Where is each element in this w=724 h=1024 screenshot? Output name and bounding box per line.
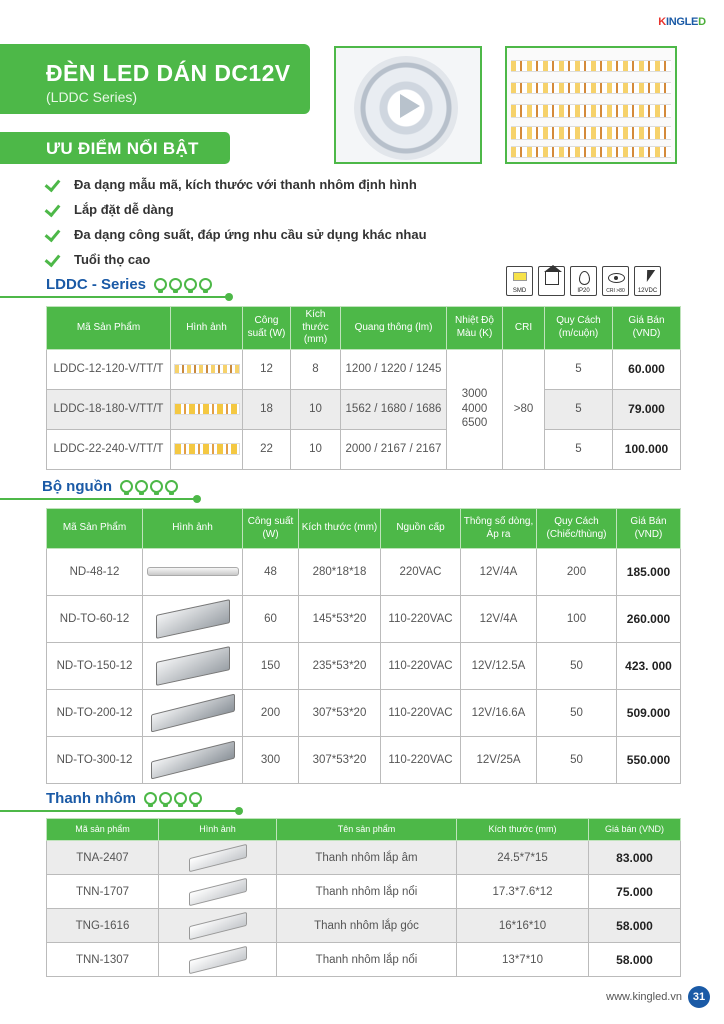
- led-reel-photo: [334, 46, 482, 164]
- aluminium-profile-thumbnail: [189, 911, 247, 939]
- bulb-icon: [199, 278, 212, 291]
- advantage-item: Đa dạng mẫu mã, kích thước với thanh nhôm định hình: [46, 172, 427, 197]
- checkmark-icon: [46, 254, 64, 266]
- power-supply-thumbnail: [151, 694, 235, 733]
- checkmark-icon: [46, 179, 64, 191]
- aluminium-profile-thumbnail: [189, 945, 247, 973]
- power-supply-thumbnail: [156, 646, 230, 686]
- section-divider: [0, 296, 228, 298]
- cri-eye-icon: CRI >80: [602, 266, 629, 296]
- alu-section-heading: [46, 790, 202, 807]
- page-footer: [606, 986, 710, 1008]
- checkmark-icon: [46, 204, 64, 216]
- color-temperature-cell: 3000 4000 6500: [447, 349, 503, 469]
- advantage-item: Lắp đặt dễ dàng: [46, 197, 427, 222]
- led-strip-thumbnail: [174, 403, 240, 415]
- logo-wordmark: KINGLED: [658, 16, 706, 28]
- website-link[interactable]: www.kingled.vn: [606, 991, 682, 1003]
- table-header-row: Mã sản phẩm Hình ảnh Tên sản phẩm Kích thước (mm) Giá bán (VND): [47, 819, 681, 841]
- bulb-rating: [154, 278, 212, 291]
- table-row: LDDC-22-240-V/TT/T 22 10 2000 / 2167 / 2167 5 100.000: [47, 429, 681, 469]
- led-strip-image: [511, 146, 671, 158]
- table-row: TNN-1707 Thanh nhôm lắp nổi 17.3*7.6*12 75.000: [47, 875, 681, 909]
- bulb-icon: [184, 278, 197, 291]
- page-title: ĐÈN LED DÁN DC12V: [46, 60, 291, 86]
- checkmark-icon: [46, 229, 64, 241]
- table-row: LDDC-12-120-V/TT/T 12 8 1200 / 1220 / 1245 3000 4000 6500 >80 5 60.000: [47, 349, 681, 389]
- table-row: TNN-1307 Thanh nhôm lắp nổi 13*7*10 58.000: [47, 943, 681, 977]
- bulb-icon: [174, 792, 187, 805]
- bulb-rating: [144, 792, 202, 805]
- power-supply-thumbnail: [151, 741, 235, 780]
- aluminium-profile-thumbnail: [189, 843, 247, 871]
- power-supply-thumbnail: [147, 567, 239, 576]
- psu-table: [46, 508, 681, 784]
- table-header-row: Mã Sản Phẩm Hình ảnh Công suất (W) Kích thước (mm) Quang thông (lm) Nhiệt Độ Màu (K) CRI Quy Cách (m/cuộn) Giá Bán (VND): [47, 307, 681, 350]
- power-supply-thumbnail: [156, 599, 230, 639]
- aluminium-profile-thumbnail: [189, 877, 247, 905]
- section-divider: [0, 498, 196, 500]
- bulb-rating: [120, 480, 178, 493]
- led-strip-image: [511, 126, 671, 140]
- table-row: ND-48-12 48 280*18*18 220VAC 12V/4A 200 185.000: [47, 549, 681, 596]
- table-row: ND-TO-300-12 300 307*53*20 110-220VAC 12V/25A 50 550.000: [47, 737, 681, 784]
- table-row: TNG-1616 Thanh nhôm lắp góc 16*16*10 58.000: [47, 909, 681, 943]
- voltage-bolt-icon: 12VDC: [634, 266, 661, 296]
- page-subtitle: (LDDC Series): [46, 89, 138, 105]
- bulb-icon: [135, 480, 148, 493]
- advantages-banner: [0, 132, 230, 164]
- section-divider-dot: [193, 495, 201, 503]
- led-strip-thumbnail: [174, 364, 240, 374]
- brand-logo: [654, 16, 710, 29]
- smd-chip-icon: SMD: [506, 266, 533, 296]
- section-divider-dot: [225, 293, 233, 301]
- led-strip-thumbnail: [174, 443, 240, 455]
- lddc-table: [46, 306, 681, 470]
- led-strip-image: [511, 60, 671, 72]
- table-row: TNA-2407 Thanh nhôm lắp âm 24.5*7*15 83.000: [47, 841, 681, 875]
- bulb-icon: [154, 278, 167, 291]
- bulb-icon: [150, 480, 163, 493]
- advantages-title: ƯU ĐIỂM NỔI BẬT: [46, 139, 199, 158]
- table-header-row: Mã Sản Phẩm Hình ảnh Công suất (W) Kích thước (mm) Nguồn cấp Thông số dòng, Áp ra Quy Cách (Chiếc/thùng) Giá Bán (VND): [47, 509, 681, 549]
- cri-cell: >80: [503, 349, 545, 469]
- title-banner: [0, 44, 310, 114]
- psu-section-title: Bộ nguồn: [42, 478, 112, 495]
- bulb-icon: [159, 792, 172, 805]
- ip20-icon: IP20: [570, 266, 597, 296]
- alu-table: [46, 818, 681, 977]
- table-row: ND-TO-150-12 150 235*53*20 110-220VAC 12V/12.5A 50 423. 000: [47, 643, 681, 690]
- psu-section-heading: [42, 478, 178, 495]
- page-number: 31: [688, 986, 710, 1008]
- table-row: LDDC-18-180-V/TT/T 18 10 1562 / 1680 / 1686 5 79.000: [47, 389, 681, 429]
- section-divider-dot: [235, 807, 243, 815]
- table-row: ND-TO-60-12 60 145*53*20 110-220VAC 12V/4A 100 260.000: [47, 596, 681, 643]
- indoor-house-icon: [538, 266, 565, 296]
- bulb-icon: [169, 278, 182, 291]
- advantage-item: Tuổi thọ cao: [46, 247, 427, 272]
- lddc-section-heading: [46, 276, 212, 293]
- section-divider: [0, 810, 238, 812]
- lddc-section-title: LDDC - Series: [46, 276, 147, 293]
- table-row: ND-TO-200-12 200 307*53*20 110-220VAC 12V/16.6A 50 509.000: [47, 690, 681, 737]
- bulb-icon: [189, 792, 202, 805]
- led-strip-image: [511, 82, 671, 94]
- spec-icons: [506, 266, 661, 296]
- bulb-icon: [165, 480, 178, 493]
- advantage-item: Đa dạng công suất, đáp ứng nhu cầu sử dụng khác nhau: [46, 222, 427, 247]
- bulb-icon: [144, 792, 157, 805]
- bulb-icon: [120, 480, 133, 493]
- led-strip-photo: [505, 46, 677, 164]
- reel-center-icon: [400, 94, 420, 118]
- alu-section-title: Thanh nhôm: [46, 790, 136, 807]
- advantages-list: [46, 172, 427, 272]
- led-strip-image: [511, 104, 671, 118]
